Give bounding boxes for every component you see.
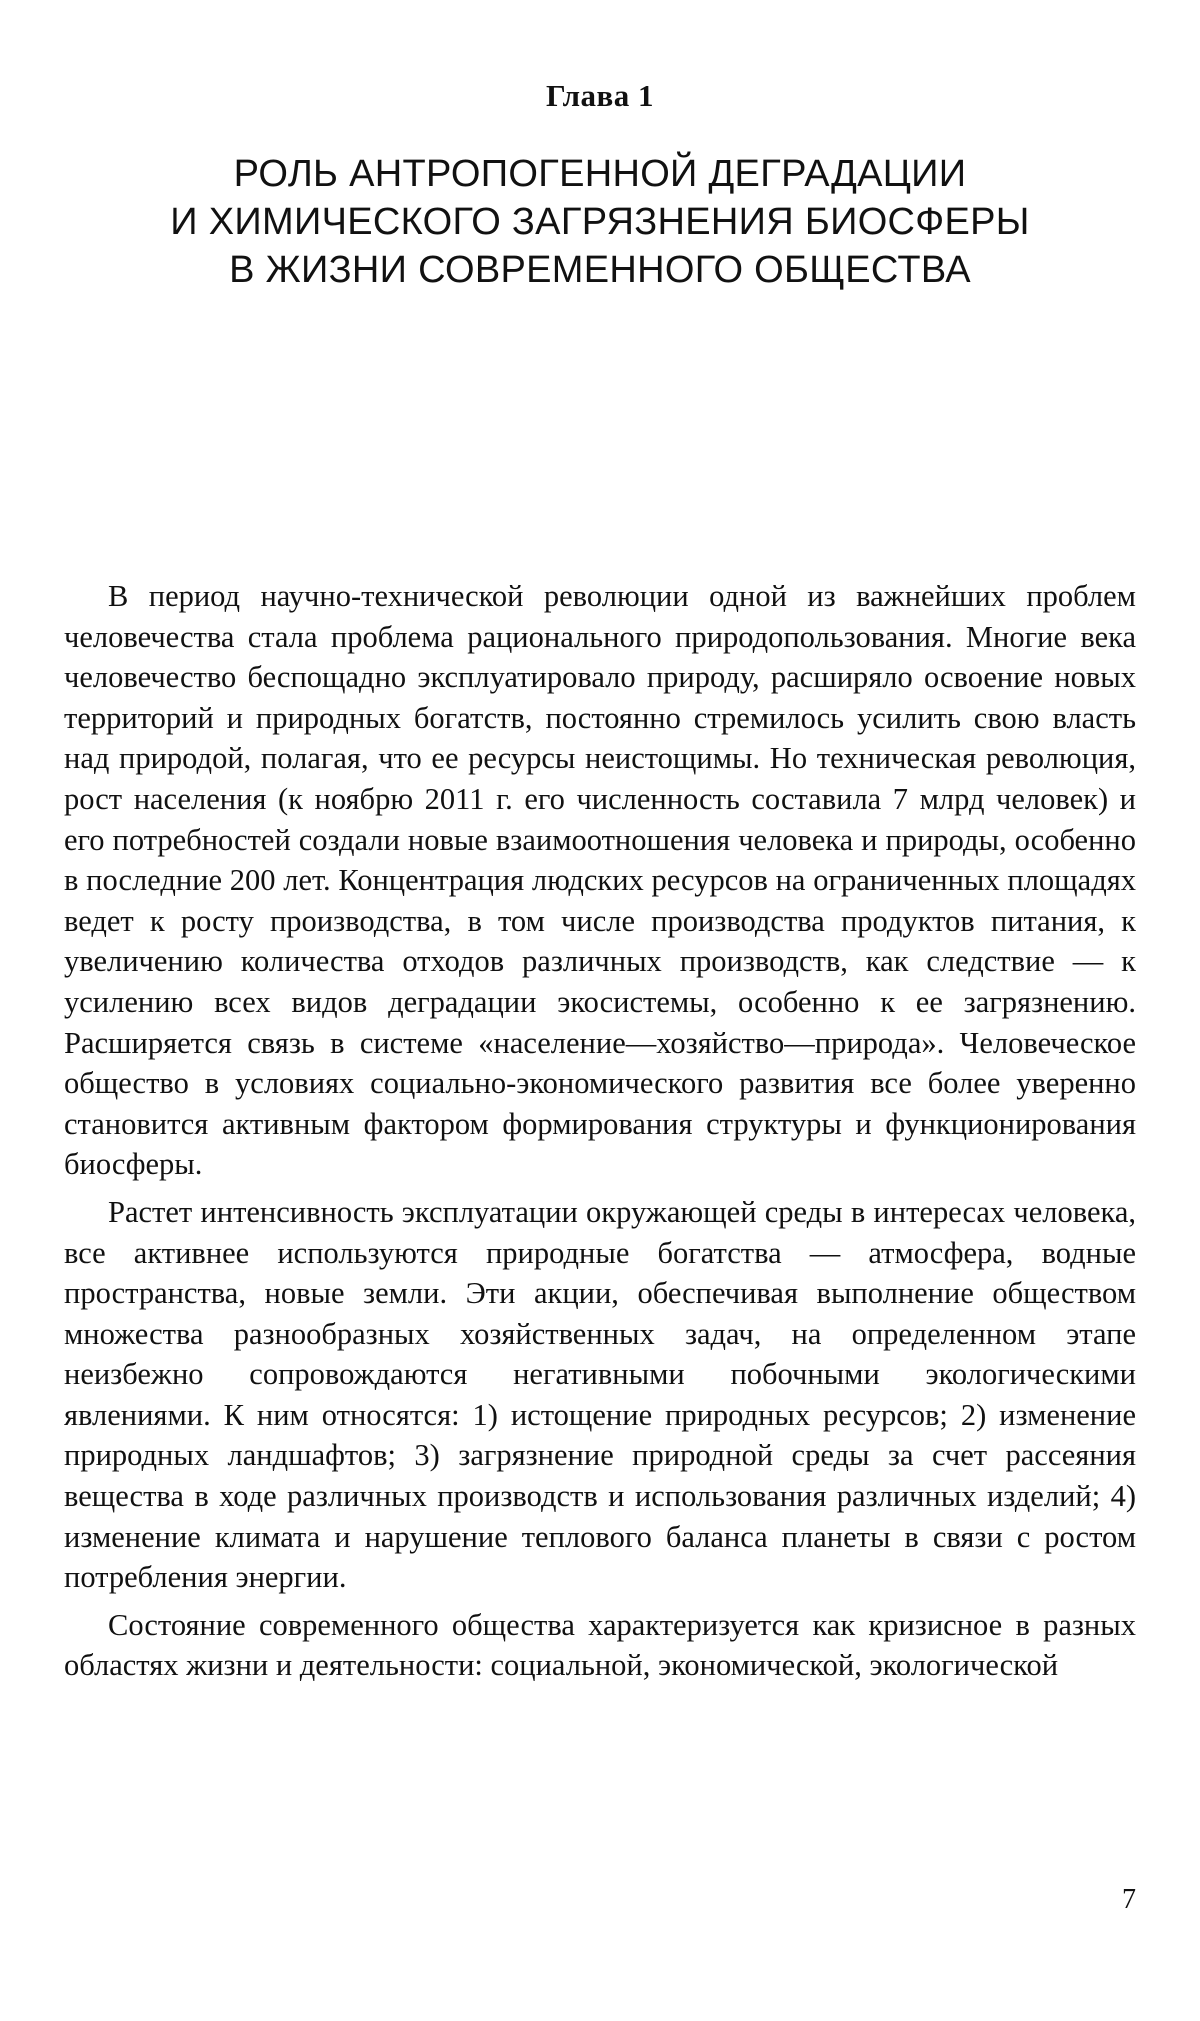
body-text	[64, 576, 1136, 1693]
page-number: 7	[1122, 1884, 1136, 1915]
paragraph: Растет интенсивность эксплуатации окружающей среды в интересах человека, все активнее используются природные богатства — атмосфера, водные пространства, новые земли. Эти акции, обеспечивая выполнение обществом множества разнообразных хозяйственных задач, на определенном этапе неизбежно сопровождаются негативными побочными экологическими явлениями. К ним относятся: 1) истощение природных ресурсов; 2) изменение природных ландшафтов; 3) загрязнение природной среды за счет рассеяния вещества в ходе различных производств и использования различных изделий; 4) изменение климата и нарушение теплового баланса планеты в связи с ростом потребления энергии.	[64, 1194, 1136, 1595]
chapter-title-line: В ЖИЗНИ СОВРЕМЕННОГО ОБЩЕСТВА	[229, 249, 971, 291]
paragraph: В период научно-технической революции одной из важнейших проблем человечества стала проблема рационального природопользования. Многие века человечество беспощадно эксплуатировало природу, расширяло освоение новых территорий и природных богатств, постоянно стремилось усилить свою власть над природой, полагая, что ее ресурсы неистощимы. Но техническая революция, рост населения (к ноябрю 2011 г. его численность составила 7 млрд человек) и его потребностей создали новые взаимоотношения человека и природы, особенно в последние 200 лет. Концентрация людских ресурсов на ограниченных площадях ведет к росту производства, в том числе производства продуктов питания, к увеличению количества отходов различных производств, как следствие — к усилению всех видов деградации экосистемы, особенно к ее загрязнению. Расширяется связь в системе «население—хозяйство—природа». Человеческое общество в условиях социально-экономического развития все более уверенно становится активным фактором формирования структуры и функционирования биосферы.	[64, 579, 1136, 1182]
paragraph: Состояние современного общества характеризуется как кризисное в разных областях жизни и деятельности: социальной, экономической, экологической	[64, 1607, 1136, 1683]
chapter-title-line: РОЛЬ АНТРОПОГЕННОЙ ДЕГРАДАЦИИ	[233, 153, 967, 195]
chapter-label: Глава 1	[545, 78, 655, 113]
chapter-title	[0, 150, 1200, 294]
chapter-title-line: И ХИМИЧЕСКОГО ЗАГРЯЗНЕНИЯ БИОСФЕРЫ	[170, 201, 1030, 243]
